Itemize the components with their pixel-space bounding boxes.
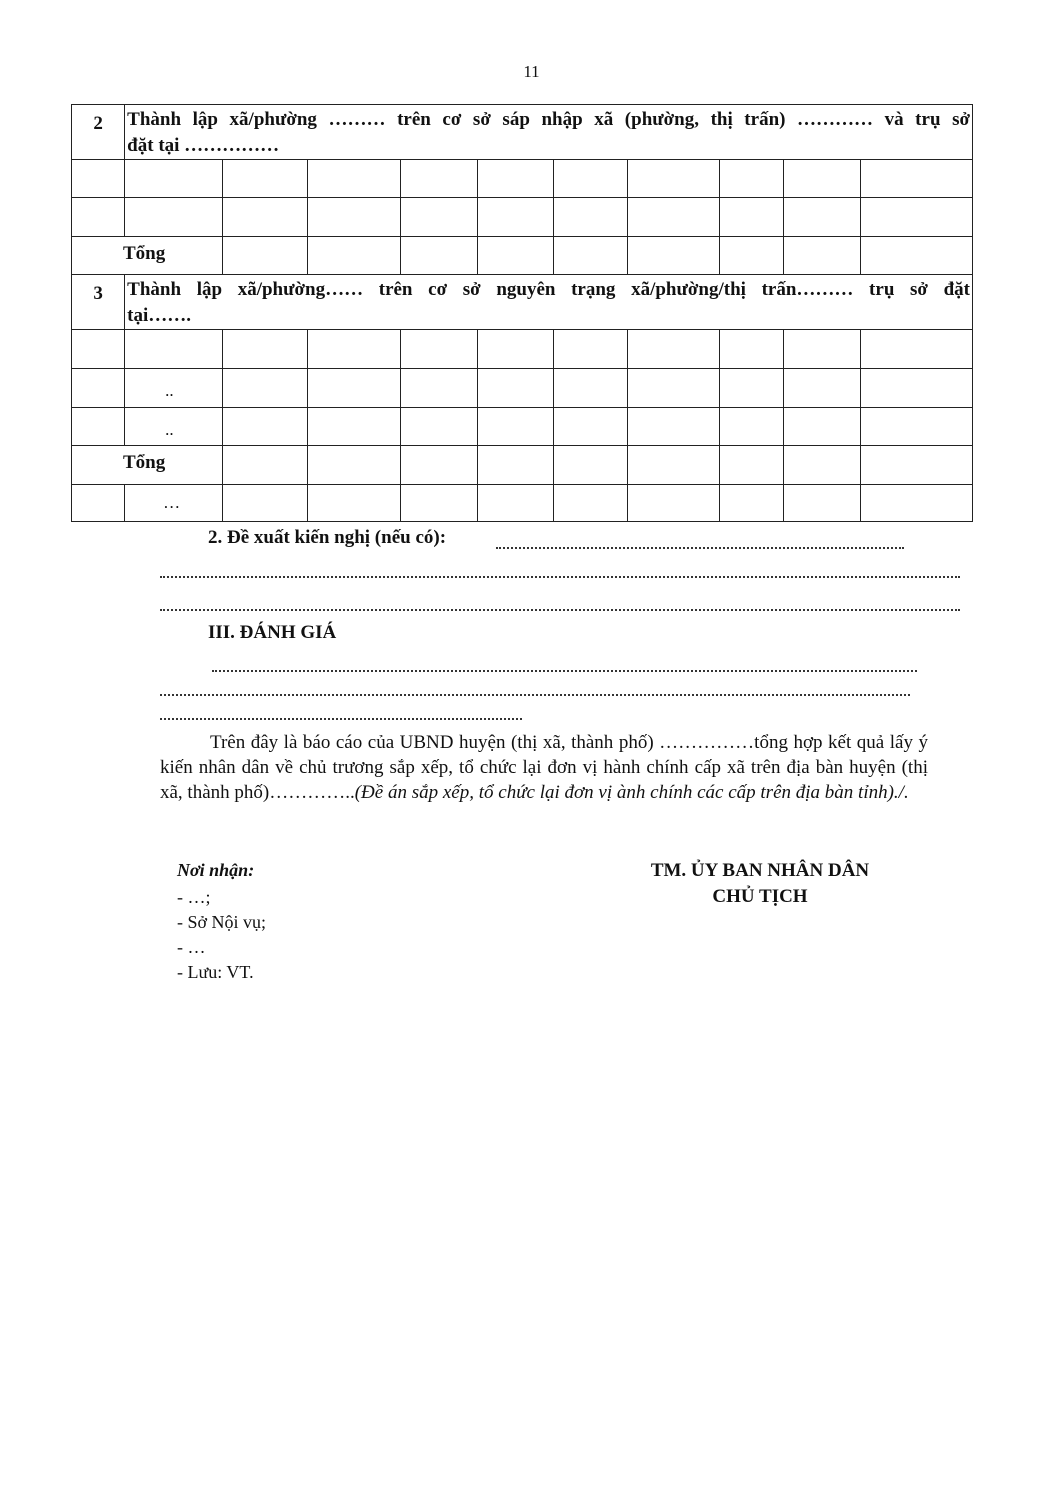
table-row-total [72,237,973,275]
placeholder-dots: … [125,485,223,522]
recipient-item: - Sở Nội vụ; [177,912,267,932]
table-row [72,485,973,522]
total-label: Tổng [72,237,223,275]
table-row-total [72,446,973,485]
table-row [72,198,973,237]
evaluation-heading: III. ĐÁNH GIÁ [208,622,337,643]
total-label: Tổng [72,446,223,485]
row-title [125,105,973,160]
placeholder-dots: .. [125,408,223,446]
row-title-line2: tại……. [127,305,192,326]
signature-block [620,858,900,910]
page-number: 11 [523,62,540,81]
evaluation-dotline [160,718,522,720]
closing-italic-text: (Đề án sắp xếp, tổ chức lại đơn vị ành chính các cấp trên địa bàn tỉnh)./. [354,782,909,803]
row-title-line1: Thành lập xã/phường ……… trên cơ sở sáp nhập xã (phường, thị trấn) ………… và trụ sở [127,109,970,130]
proposal-dotline [160,576,960,578]
recipient-item: - Lưu: VT. [177,962,254,982]
row-title-line1: Thành lập xã/phường…… trên cơ sở nguyên trạng xã/phường/thị trấn……… trụ sở đặt [127,279,970,300]
row-title-line2: đặt tại …………… [127,135,280,156]
summary-table [71,104,973,522]
placeholder-dots: .. [125,369,223,408]
table-row [72,160,973,198]
recipients-heading: Nơi nhận: [177,860,255,880]
closing-paragraph [160,730,928,805]
recipients-block [177,858,266,985]
table-row [72,330,973,369]
table-row [72,369,973,408]
proposal-label: 2. Đề xuất kiến nghị (nếu có): [208,527,447,548]
signature-org: TM. ỦY BAN NHÂN DÂN [650,860,870,881]
signature-title: CHỦ TỊCH [712,886,808,907]
closing-text: Trên đây là báo cáo của UBND huyện (thị xã, thành phố) ……………tổng hợp kết quả lấy ý kiến nhân dân về chủ trương sắp xếp, tổ chức lại đơn vị hành chính cấp xã trên địa bàn huyện (thị xã, thành phố)………….. [160,732,928,803]
recipient-item: - … [177,937,206,957]
table-row [72,408,973,446]
proposal-dotline [496,547,904,549]
table-row-2 [72,105,973,160]
evaluation-dotline [212,670,917,672]
recipient-item: - …; [177,887,211,907]
row-number: 2 [72,105,125,160]
table-row-3 [72,275,973,330]
evaluation-dotline [160,694,910,696]
row-number: 3 [72,275,125,330]
row-title [125,275,973,330]
proposal-dotline [160,609,960,611]
